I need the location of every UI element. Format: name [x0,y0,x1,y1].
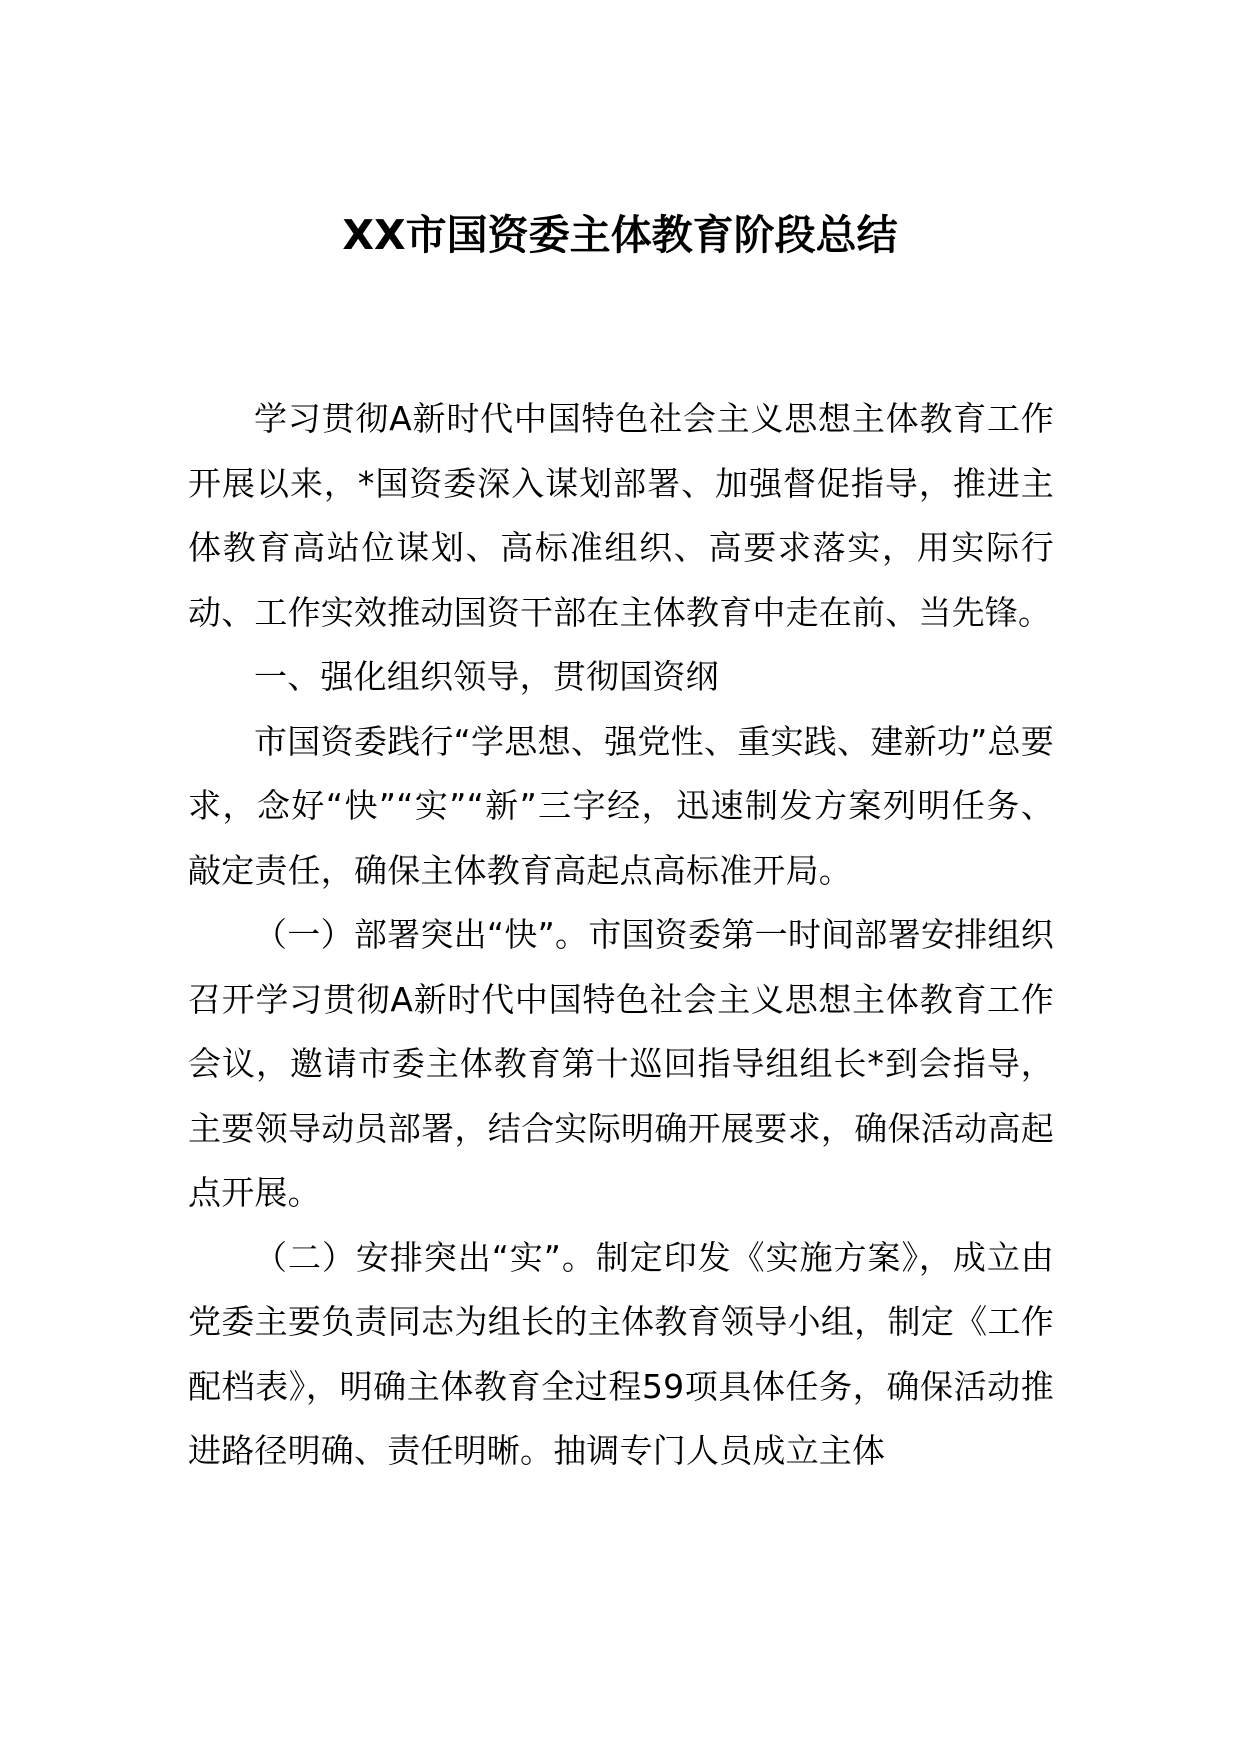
section-heading-1: 一、强化组织领导，贯彻国资纲 [254,657,719,696]
paragraph-section-1-summary: 市国资委践行“学思想、强党性、重实践、建新功”总要求，念好“快”“实”“新”三字经，迅速制发方案列明任务、敲定责任，确保主体教育高起点高标准开局。 [188,721,1054,890]
paragraph-subsection-1: （一）部署突出“快”。市国资委第一时间部署安排组织召开学习贯彻A新时代中国特色社会主义思想主体教育工作会议，邀请市委主体教育第十巡回指导组组长*到会指导，主要领导动员部署，结合实际明确开展要求，确保活动高起点开展。 [188,915,1054,1212]
paragraph-subsection-2: （二）安排突出“实”。制定印发《实施方案》，成立由党委主要负责同志为组长的主体教育领导小组，制定《工作配档表》，明确主体教育全过程59项具体任务，确保活动推进路径明确、责任明晰。抽调专门人员成立主体 [188,1237,1054,1470]
paragraph-intro: 学习贯彻A新时代中国特色社会主义思想主体教育工作开展以来，*国资委深入谋划部署、加强督促指导，推进主体教育高站位谋划、高标准组织、高要求落实，用实际行动、工作实效推动国资干部在主体教育中走在前、当先锋。 [188,399,1054,632]
document-body [188,387,1054,1484]
document-title: XX市国资委主体教育阶段总结 [342,211,898,259]
